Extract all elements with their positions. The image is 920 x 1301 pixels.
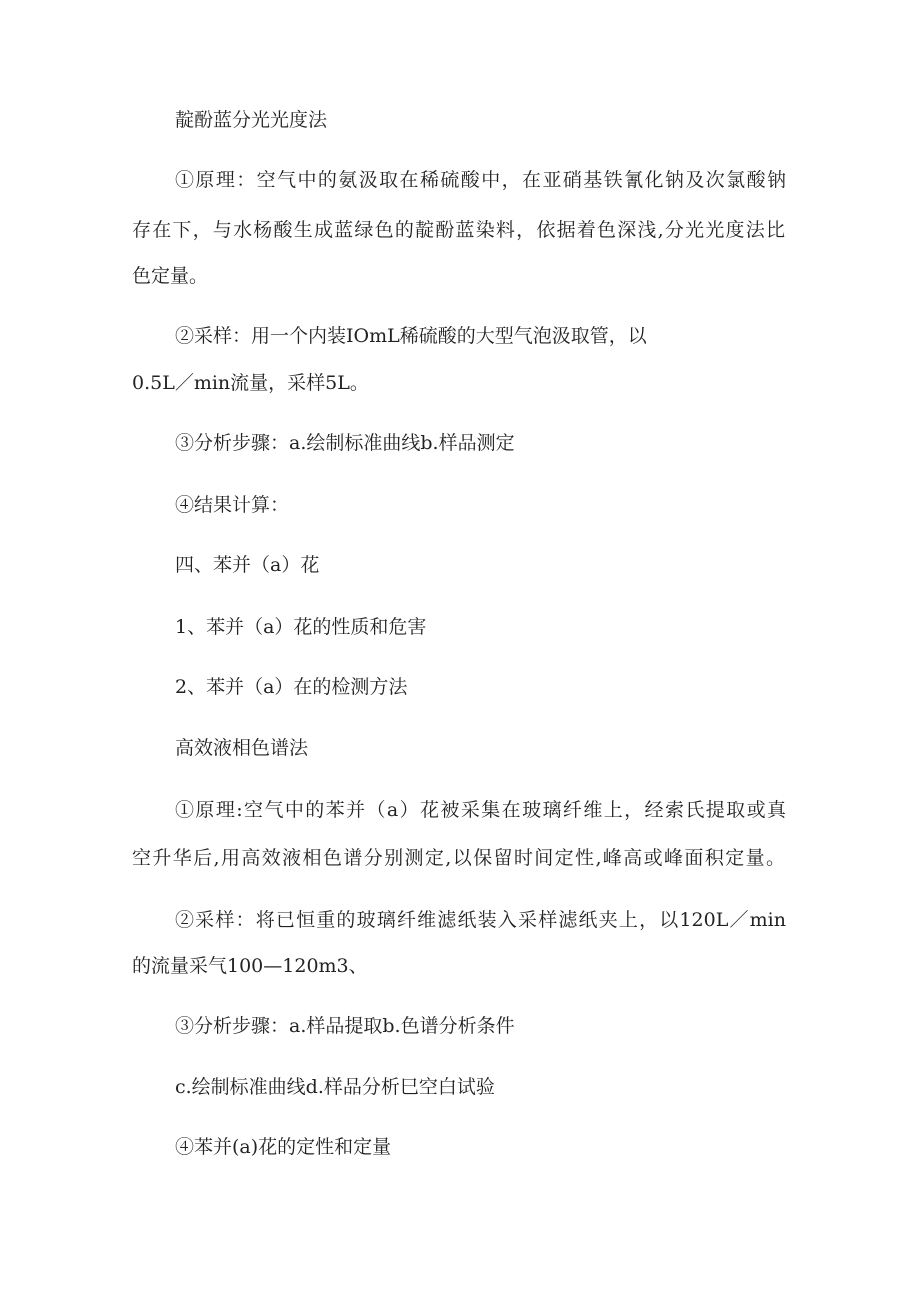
result-calculation: ④结果计算： bbox=[175, 494, 290, 516]
hplc-sampling-line-1: ②采样：将已恒重的玻璃纤维滤纸装入采样滤纸夹上，以120L／min bbox=[175, 909, 786, 931]
hplc-sampling-line-2: 的流量采气100—120m3、 bbox=[132, 955, 368, 977]
hplc-analysis-steps: ③分析步骤：a.样品提取b.色谱分析条件 bbox=[175, 1015, 515, 1037]
analysis-steps: ③分析步骤：a.绘制标准曲线b.样品测定 bbox=[175, 432, 515, 454]
subsection-properties: 1、苯并（a）花的性质和危害 bbox=[175, 616, 427, 638]
method-heading-indophenol: 靛酚蓝分光光度法 bbox=[175, 109, 328, 131]
sampling-line-1: ②采样：用一个内装IOmL稀硫酸的大型气泡汲取管，以 bbox=[175, 325, 647, 347]
subsection-detection: 2、苯并（a）在的检测方法 bbox=[175, 676, 408, 698]
hplc-analysis-steps-cont: c.绘制标准曲线d.样品分析巳空白试验 bbox=[175, 1076, 495, 1098]
sampling-line-2: 0.5L／min流量，采样5L。 bbox=[132, 372, 369, 394]
method-heading-hplc: 高效液相色谱法 bbox=[175, 737, 309, 759]
section-heading-benzopyrene: 四、苯并（a）花 bbox=[175, 554, 320, 576]
hplc-principle-line-1: ①原理:空气中的苯并（a）花被采集在玻璃纤维上，经索氏提取或真 bbox=[175, 799, 786, 821]
hplc-principle-line-2: 空升华后,用高效液相色谱分别测定,以保留时间定性,峰高或峰面积定量。 bbox=[132, 847, 785, 869]
hplc-qualitative-quantitative: ④苯并(a)花的定性和定量 bbox=[175, 1136, 392, 1158]
principle-line-2: 存在下，与水杨酸生成蓝绿色的靛酚蓝染料，依据着色深浅,分光光度法比 bbox=[132, 219, 785, 241]
principle-line-3: 色定量。 bbox=[132, 265, 209, 287]
principle-line-1: ①原理：空气中的氨汲取在稀硫酸中，在亚硝基铁氰化钠及次氯酸钠 bbox=[175, 169, 786, 191]
